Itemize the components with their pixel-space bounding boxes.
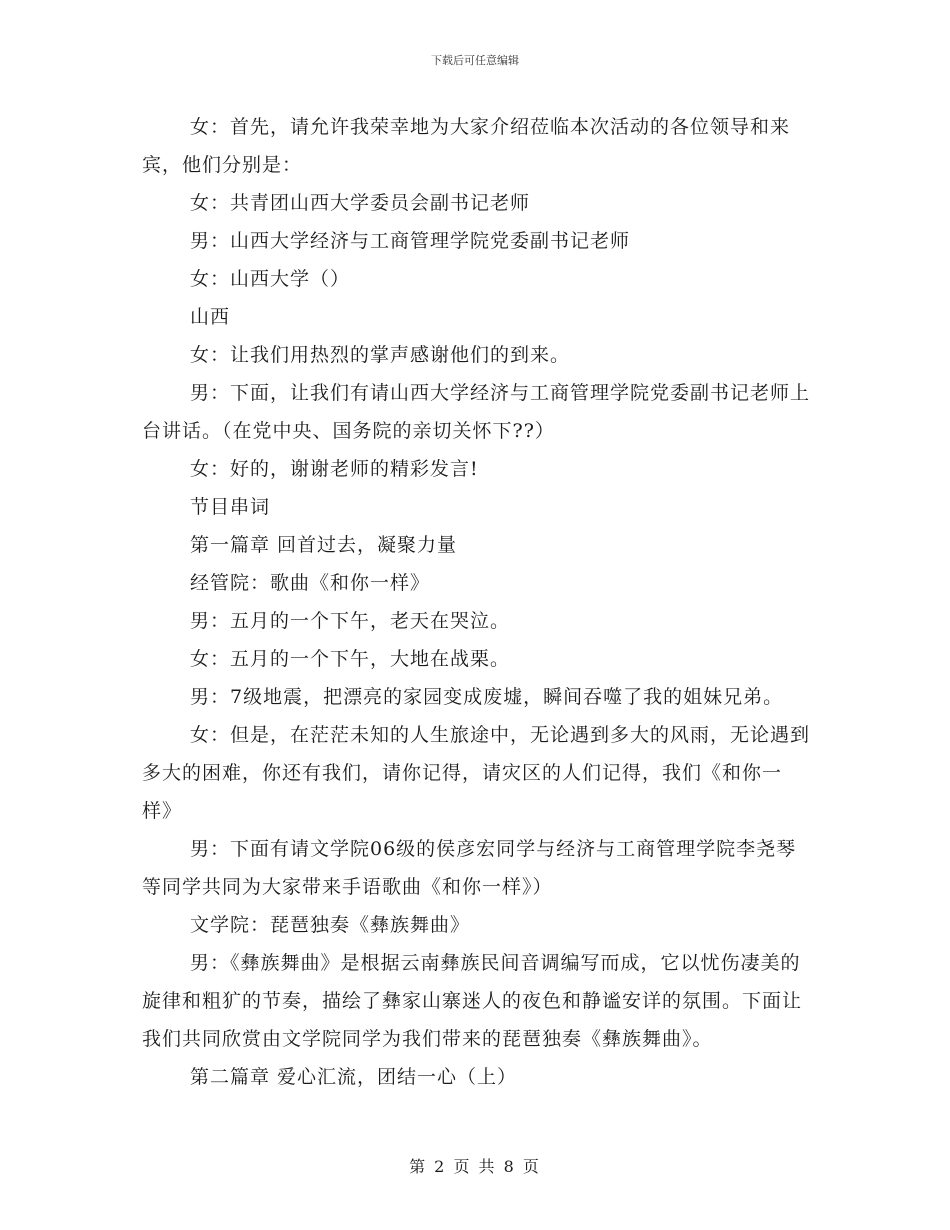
paragraph: 女：五月的一个下午，大地在战栗。 bbox=[190, 648, 511, 670]
paragraph: 男：《彝族舞曲》是根据云南彝族民间音调编写而成，它以忧伤凄美的旋律和粗犷的节奏，描绘了彝家山寨迷人的夜色和静谧安详的氛围。下面让我们共同欣赏由文学院同学为我们带来的琵琶独奏《彝族舞曲》。 bbox=[142, 952, 803, 1050]
paragraph: 女：但是，在茫茫未知的人生旅途中，无论遇到多大的风雨，无论遇到多大的困难，你还有我们，请你记得，请灾区的人们记得，我们《和你一样》 bbox=[142, 724, 811, 822]
paragraph: 女：首先，请允许我荣幸地为大家介绍莅临本次活动的各位领导和来宾，他们分别是： bbox=[142, 116, 791, 176]
paragraph: 男：五月的一个下午，老天在哭泣。 bbox=[190, 610, 511, 632]
paragraph: 女：好的，谢谢老师的精彩发言! bbox=[190, 458, 479, 480]
program-item: 经管院：歌曲《和你一样》 bbox=[190, 572, 431, 594]
document-body bbox=[142, 108, 812, 1096]
paragraph: 山西 bbox=[190, 306, 231, 328]
chapter-heading: 第二篇章 爱心汇流，团结一心（上） bbox=[190, 1066, 518, 1088]
paragraph: 男：下面，让我们有请山西大学经济与工商管理学院党委副书记老师上台讲话。（在党中央、国务院的亲切关怀下??） bbox=[142, 382, 811, 442]
page-footer: 第 2 页 共 8 页 bbox=[409, 1157, 541, 1176]
page-header: 下载后可任意编辑 bbox=[431, 54, 519, 67]
paragraph: 女：山西大学（） bbox=[190, 268, 351, 290]
section-label: 节目串词 bbox=[190, 496, 271, 518]
paragraph: 女：共青团山西大学委员会副书记老师 bbox=[190, 192, 531, 214]
paragraph: 男：下面有请文学院06级的侯彦宏同学与经济与工商管理学院李尧琴等同学共同为大家带来手语歌曲《和你一样》） bbox=[142, 838, 797, 898]
paragraph: 男：7级地震，把漂亮的家园变成废墟，瞬间吞噬了我的姐妹兄弟。 bbox=[190, 686, 784, 708]
program-item: 文学院：琵琶独奏《彝族舞曲》 bbox=[190, 914, 471, 936]
paragraph: 男：山西大学经济与工商管理学院党委副书记老师 bbox=[190, 230, 631, 252]
chapter-heading: 第一篇章 回首过去，凝聚力量 bbox=[190, 534, 458, 556]
paragraph: 女：让我们用热烈的掌声感谢他们的到来。 bbox=[190, 344, 571, 366]
